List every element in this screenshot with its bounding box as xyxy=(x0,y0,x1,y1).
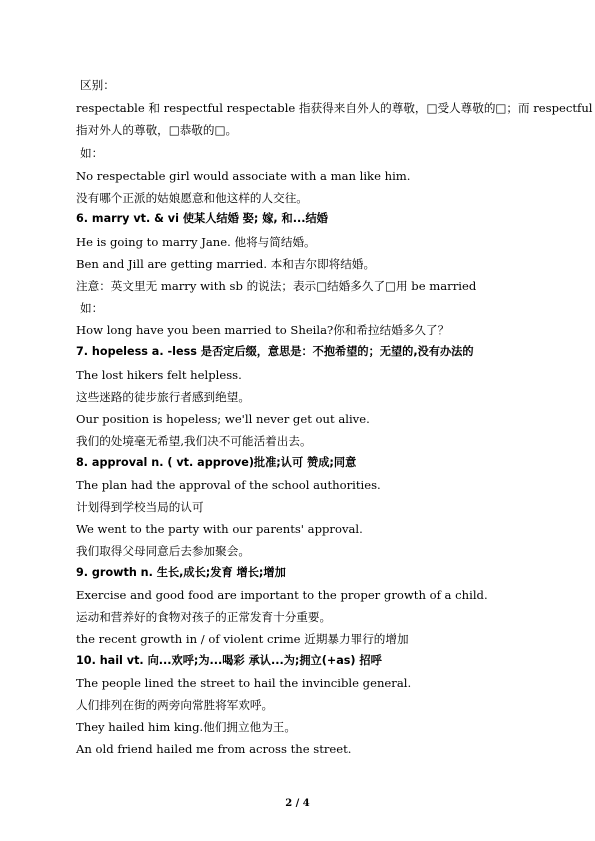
text-line: 计划得到学校当局的认可 xyxy=(76,500,204,514)
vocab-heading-hail: 10. hail vt. 向...欢呼;为...喝彩 承认...为;拥立(+as) 招呼 xyxy=(76,654,382,667)
text-line: The people lined the street to hail the invincible general. xyxy=(76,676,412,690)
text-line: 注意：英文里无 marry with sb 的说法；表示□结婚多久了□用 be married xyxy=(76,279,477,293)
page-number: 2 / 4 xyxy=(285,798,310,809)
text-line: We went to the party with our parents' approval. xyxy=(76,522,363,536)
text-line: Our position is hopeless; we'll never get out alive. xyxy=(76,412,370,426)
text-line: 我们取得父母同意后去参加聚会。 xyxy=(76,544,250,558)
vocab-heading-hopeless: 7. hopeless a. -less 是否定后缀，意思是：不抱希望的；无望的,没有办法的 xyxy=(76,345,474,358)
text-line: the recent growth in / of violent crime 近期暴力罪行的增加 xyxy=(76,632,409,646)
text-line: 指对外人的尊敬，□恭敬的□。 xyxy=(76,123,238,137)
text-line: 这些迷路的徒步旅行者感到绝望。 xyxy=(76,390,250,404)
text-line: No respectable girl would associate with a man like him. xyxy=(76,169,411,183)
text-line: 没有哪个正派的姑娘愿意和他这样的人交往。 xyxy=(76,191,308,205)
text-line: 如： xyxy=(80,301,104,315)
text-line: An old friend hailed me from across the street. xyxy=(76,742,352,756)
text-line: He is going to marry Jane. 他将与简结婚。 xyxy=(76,235,316,249)
text-line: 区别： xyxy=(80,78,115,92)
text-line: 我们的处境毫无希望,我们决不可能活着出去。 xyxy=(76,434,312,448)
text-line: They hailed him king.他们拥立他为王。 xyxy=(76,720,296,734)
vocab-heading-growth: 9. growth n. 生长,成长;发育 增长;增加 xyxy=(76,566,286,579)
text-line: 如： xyxy=(80,146,104,160)
text-line: 人们排列在街的两旁向常胜将军欢呼。 xyxy=(76,698,274,712)
text-line: The plan had the approval of the school authorities. xyxy=(76,478,381,492)
text-line: Exercise and good food are important to the proper growth of a child. xyxy=(76,588,488,602)
text-line: 运动和营养好的食物对孩子的正常发育十分重要。 xyxy=(76,610,332,624)
text-line: Ben and Jill are getting married. 本和吉尔即将结婚。 xyxy=(76,257,376,271)
vocab-heading-approval: 8. approval n. ( vt. approve)批准;认可 赞成;同意 xyxy=(76,456,357,469)
vocab-heading-marry: 6. marry vt. & vi 使某人结婚 娶; 嫁, 和...结婚 xyxy=(76,212,328,225)
text-line: respectable 和 respectful respectable 指获得来自外人的尊敬，□受人尊敬的□；而 respectful xyxy=(76,101,593,115)
text-line: How long have you been married to Sheila?你和希拉结婚多久了？ xyxy=(76,323,450,337)
text-line: The lost hikers felt helpless. xyxy=(76,368,242,382)
